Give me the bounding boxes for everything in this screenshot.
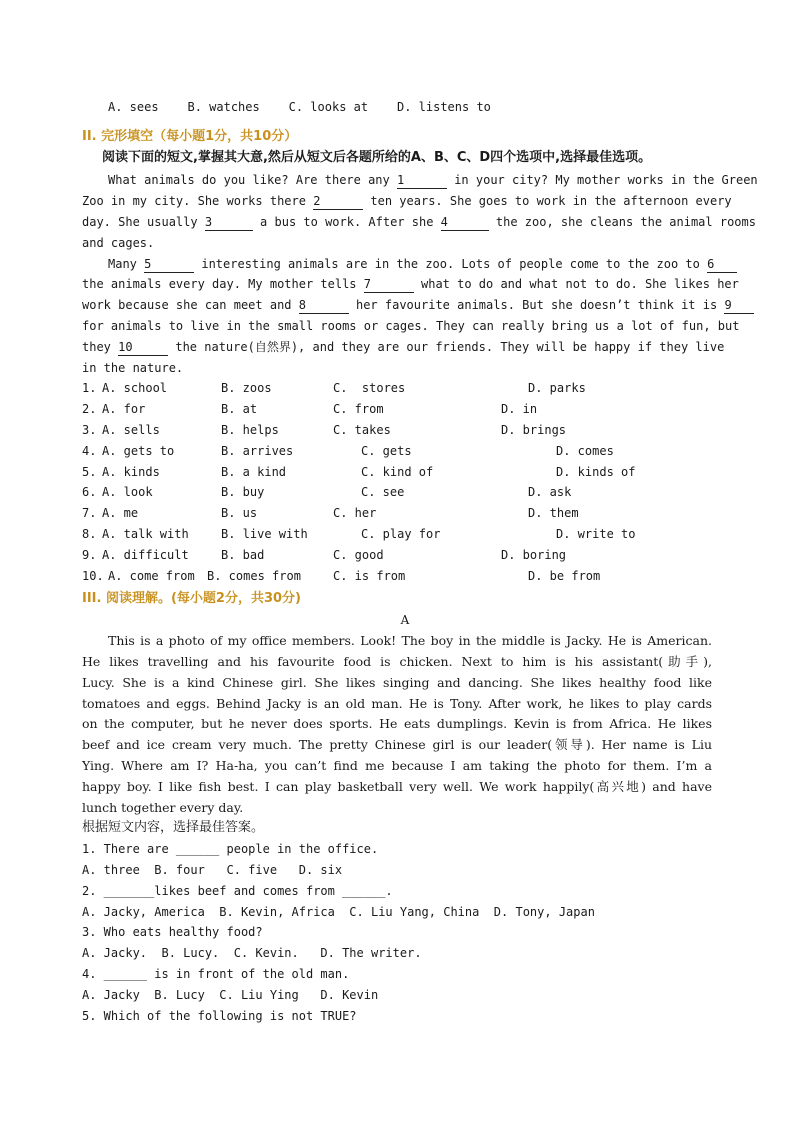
cloze-question-9 [82,545,722,565]
option-c[interactable]: C. stores [333,381,406,395]
question-text: 5. Which of the following is not TRUE? [82,1009,357,1023]
reading-line: tomatoes and eggs. Behind Jacky is an old man. He is Tony. After work, he likes to play cards [82,696,712,711]
option-b[interactable]: B. arrives [221,444,294,458]
option-a[interactable]: A. sells [102,423,160,437]
question-number: 9. [82,548,97,562]
question-text: 1. There are ______ people in the office. [82,842,379,856]
cloze-question-2 [82,399,722,419]
reading-line: beef and ice cream very much. The pretty Chinese girl is our leader(领导). Her name is Liu [82,737,712,752]
reading-line: happy boy. I like fish best. I can play basketball very well. We work happily(高兴地) and have [82,779,712,794]
blank-8: 8 [299,297,349,314]
option-c[interactable]: C. see [361,485,405,499]
cloze-question-5 [82,462,722,482]
cloze-question-3 [82,420,722,440]
option-d[interactable]: D. be from [528,569,601,583]
option-b[interactable]: B. comes from [207,569,301,583]
option-a[interactable]: A. kinds [102,465,160,479]
passage-line: in the nature. [82,361,184,375]
passage-line: day. She usually 3 a bus to work. After she 4 the zoo, she cleans the animal rooms [82,215,756,229]
question-number: 6. [82,485,97,499]
option-b[interactable]: B. a kind [221,465,287,479]
option-a[interactable]: A. for [102,402,146,416]
reading-line: Ying. Where am I? Ha-ha, you can’t find me because I am taking the photo for them. I’m a [82,758,712,773]
option-a[interactable]: A. look [102,485,153,499]
passage-line: for animals to live in the small rooms or cages. They can really bring us a lot of fun, but [82,319,740,333]
option-c[interactable]: C. her [333,506,377,520]
question-text: 3. Who eats healthy food? [82,925,263,939]
question-number: 10. [82,569,104,583]
prev-question-options: A. sees B. watches C. looks at D. listens to [108,100,491,114]
option-b[interactable]: B. at [221,402,258,416]
section-3-heading: III. 阅读理解。(每小题2分，共30分) [82,591,301,606]
option-a[interactable]: A. come from [108,569,195,583]
section-2-instruction: 阅读下面的短文,掌握其大意,然后从短文后各题所给的A、B、C、D四个选项中,选择最佳选项。 [102,150,652,165]
option-d[interactable]: D. comes [556,444,614,458]
passage-line: and cages. [82,236,155,250]
reading-line: This is a photo of my office members. Look! The boy in the middle is Jacky. He is American. [108,633,712,648]
question-number: 4. [82,444,97,458]
passage-line: Zoo in my city. She works there 2 ten years. She goes to work in the afternoon every [82,194,732,208]
option-c[interactable]: C. play for [361,527,441,541]
answer-options: A. Jacky B. Lucy C. Liu Ying D. Kevin [82,988,379,1002]
option-d[interactable]: D. boring [501,548,567,562]
option-c[interactable]: C. kind of [361,465,434,479]
option-c[interactable]: C. gets [361,444,412,458]
answer-options: A. Jacky. B. Lucy. C. Kevin. D. The writer. [82,946,422,960]
blank-1: 1 [397,172,447,189]
passage-line: they 10 the nature(自然界), and they are our friends. They will be happy if they live [82,340,725,354]
option-d[interactable]: D. brings [501,423,567,437]
passage-label: A [400,613,410,627]
option-a[interactable]: A. talk with [102,527,189,541]
option-b[interactable]: B. buy [221,485,265,499]
blank-9: 9 [724,297,754,314]
option-c[interactable]: C. good [333,548,384,562]
blank-6: 6 [707,256,737,273]
option-a[interactable]: A. school [102,381,168,395]
answer-options: A. Jacky, America B. Kevin, Africa C. Liu Yang, China D. Tony, Japan [82,905,595,919]
reading-line: Lucy. She is a kind Chinese girl. She likes singing and dancing. She likes healthy food like [82,675,712,690]
option-c[interactable]: C. is from [333,569,406,583]
option-c[interactable]: C. from [333,402,384,416]
option-a[interactable]: A. gets to [102,444,175,458]
question-number: 7. [82,506,97,520]
option-c[interactable]: C. takes [333,423,391,437]
cloze-question-7 [82,503,722,523]
blank-4: 4 [441,214,489,231]
option-b[interactable]: B. live with [221,527,308,541]
option-a[interactable]: A. me [102,506,139,520]
passage-line: Many 5 interesting animals are in the zoo. Lots of people come to the zoo to 6 [108,254,712,274]
blank-10: 10 [118,339,168,356]
option-d[interactable]: D. kinds of [556,465,636,479]
blank-5: 5 [144,256,194,273]
question-number: 3. [82,423,97,437]
section-2-heading: II. 完形填空（每小题1分，共10分） [82,129,298,144]
option-d[interactable]: D. write to [556,527,636,541]
answer-options: A. three B. four C. five D. six [82,863,343,877]
option-d[interactable]: D. in [501,402,538,416]
option-b[interactable]: B. bad [221,548,265,562]
cloze-question-8 [82,524,722,544]
question-text: 4. ______ is in front of the old man. [82,967,350,981]
cloze-question-6 [82,482,722,502]
option-a[interactable]: A. difficult [102,548,189,562]
option-d[interactable]: D. ask [528,485,572,499]
blank-3: 3 [205,214,253,231]
question-number: 1. [82,381,97,395]
cloze-question-4 [82,441,722,461]
question-text: 2. _______likes beef and comes from ______. [82,884,393,898]
option-d[interactable]: D. parks [528,381,586,395]
reading-line: lunch together every day. [82,800,244,815]
blank-7: 7 [364,276,414,293]
reading-line: on the computer, but he never does sports. He eats dumplings. Kevin is from Africa. He likes [82,716,712,731]
passage-line: work because she can meet and 8 her favourite animals. But she doesn’t think it is 9 [82,295,712,315]
section-3-instruction: 根据短文内容，选择最佳答案。 [82,820,265,835]
option-d[interactable]: D. them [528,506,579,520]
passage-line: What animals do you like? Are there any 1 in your city? My mother works in the Green [108,173,758,187]
cloze-question-10 [82,566,722,586]
question-number: 2. [82,402,97,416]
cloze-question-1 [82,378,722,398]
option-b[interactable]: B. helps [221,423,279,437]
blank-2: 2 [313,193,363,210]
reading-line: He likes travelling and his favourite food is chicken. Next to him is his assistant(助手), [82,654,712,669]
option-b[interactable]: B. us [221,506,258,520]
passage-line: the animals every day. My mother tells 7 what to do and what not to do. She likes her [82,277,739,291]
option-b[interactable]: B. zoos [221,381,272,395]
question-number: 5. [82,465,97,479]
question-number: 8. [82,527,97,541]
